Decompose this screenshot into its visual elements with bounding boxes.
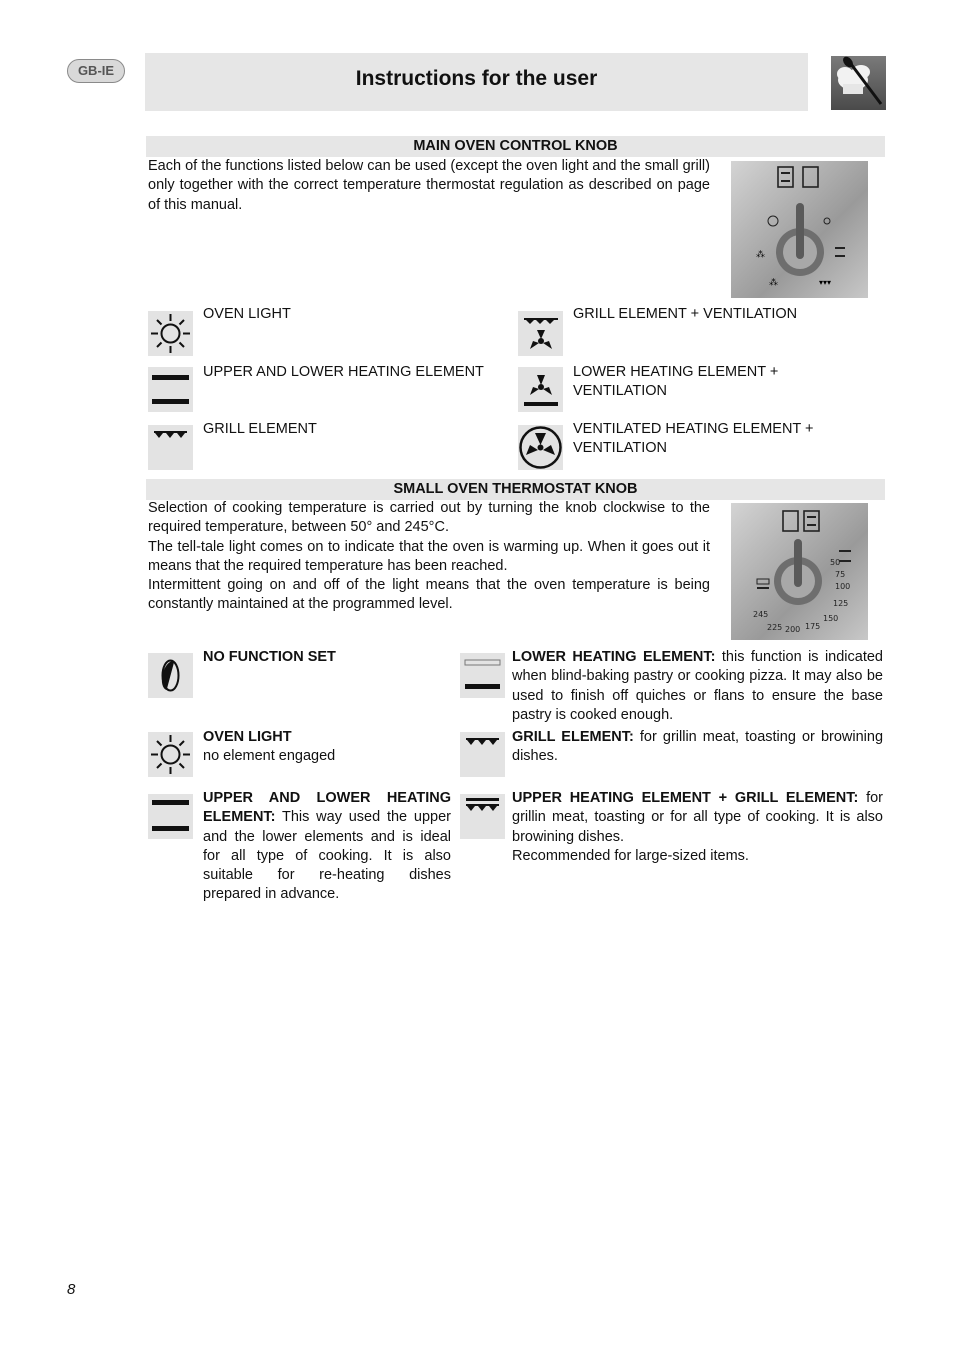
dial-mark: 225 (767, 623, 783, 632)
function-description (203, 648, 451, 667)
function-description (512, 728, 883, 767)
section-heading-small-oven: SMALL OVEN THERMOSTAT KNOB (146, 479, 885, 500)
grill-element-icon (460, 732, 505, 777)
function-title: NO FUNCTION SET (203, 649, 336, 665)
upper-lower-element-icon (148, 367, 193, 412)
fan-icon (518, 425, 563, 470)
small-oven-intro (148, 499, 710, 615)
svg-text:⁂: ⁂ (769, 278, 778, 288)
function-description (512, 648, 883, 725)
function-text: for grillin meat, toasting or browining dishes. (512, 729, 884, 765)
dial-mark: 50 (830, 558, 841, 567)
dial-mark: 150 (823, 614, 839, 623)
function-label: UPPER AND LOWER HEATING ELEMENT (203, 364, 484, 380)
upper-grill-element-icon (460, 794, 505, 839)
small-oven-knob-image (731, 503, 868, 640)
oven-light-icon (148, 732, 193, 777)
function-title: OVEN LIGHT (203, 729, 292, 745)
function-text: This way used the upper and the lower elements and is ideal for all type of cooking. It is also suitable for re-heating dishes prepared in advance. (203, 809, 451, 903)
dial-mark: 100 (835, 582, 851, 591)
function-description (203, 728, 451, 767)
upper-lower-element-icon (148, 794, 193, 839)
main-oven-knob-image (731, 161, 868, 298)
function-description (512, 789, 883, 866)
lower-element-ventilation-icon (518, 367, 563, 412)
svg-text:⁂: ⁂ (756, 250, 765, 260)
function-label: LOWER HEATING ELEMENT + VENTILATION (573, 364, 779, 400)
function-label: VENTILATED HEATING ELEMENT + VENTILATION (573, 421, 814, 457)
intro-paragraph: Selection of cooking temperature is carried out by turning the knob clockwise to the required temperature, between 50° and 245°C. (148, 500, 710, 536)
function-title: GRILL ELEMENT: (512, 729, 634, 745)
language-badge: GB-IE (67, 59, 125, 83)
function-title: UPPER HEATING ELEMENT + GRILL ELEMENT: (512, 790, 859, 806)
svg-text:▾▾▾: ▾▾▾ (819, 278, 832, 287)
dial-mark: 200 (785, 625, 801, 634)
extra-note: Recommended for large-sized items. (512, 847, 749, 864)
grill-ventilation-icon (518, 311, 563, 356)
no-function-icon (148, 653, 193, 698)
intro-paragraph: The tell-tale light comes on to indicate that the oven is warming up. When it goes out it means that the required temperature has been reached. (148, 538, 710, 574)
function-description (203, 789, 451, 905)
dial-mark: 75 (835, 570, 846, 579)
page-number: 8 (67, 1281, 76, 1298)
function-label: GRILL ELEMENT (203, 421, 317, 437)
main-oven-intro: Each of the functions listed below can be used (except the oven light and the small grill) only together with the correct temperature thermostat regulation as described on page of this manual. (148, 158, 710, 213)
page-title: Instructions for the user (145, 53, 808, 111)
function-text: no element engaged (203, 748, 336, 765)
function-text: for grillin meat, toasting or for all type of cooking. It is also browining dishes. (512, 790, 883, 845)
function-label: GRILL ELEMENT + VENTILATION (573, 306, 798, 322)
grill-element-icon (148, 425, 193, 470)
lower-element-icon (460, 653, 505, 698)
chef-hat-spoon-icon (831, 56, 886, 110)
function-title: LOWER HEATING ELEMENT: (512, 649, 716, 665)
function-label: OVEN LIGHT (203, 306, 291, 322)
dial-mark: 175 (805, 622, 821, 631)
function-text: this function is indicated when blind-baking pastry or cooking pizza. It may also be used to finish off quiches or flans to ensure the base pastry is cooked enough. (512, 649, 883, 723)
section-heading-main-oven: MAIN OVEN CONTROL KNOB (146, 136, 885, 157)
dial-mark: 245 (753, 610, 769, 619)
oven-light-icon (148, 311, 193, 356)
function-title: UPPER AND LOWER HEATING ELEMENT: (203, 790, 451, 826)
intro-paragraph: Intermittent going on and off of the light means that the oven temperature is being constantly maintained at the programmed level. (148, 577, 710, 613)
dial-mark: 125 (833, 599, 849, 608)
